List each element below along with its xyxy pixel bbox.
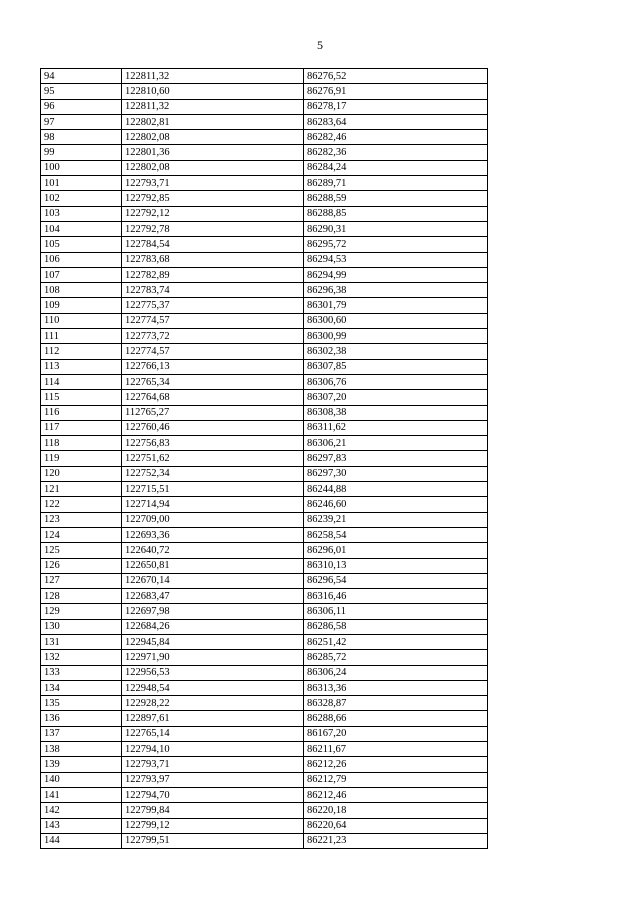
table-row <box>41 619 488 634</box>
x-coordinate-cell: 122640,72 <box>122 543 304 558</box>
y-coordinate-cell: 86246,60 <box>304 497 488 512</box>
y-coordinate-cell: 86289,71 <box>304 176 488 191</box>
y-coordinate-cell: 86316,46 <box>304 589 488 604</box>
table-row <box>41 160 488 175</box>
y-coordinate-cell: 86244,88 <box>304 482 488 497</box>
y-coordinate-cell: 86288,59 <box>304 191 488 206</box>
table-row <box>41 420 488 435</box>
x-coordinate-cell: 122802,08 <box>122 130 304 145</box>
x-coordinate-cell: 112765,27 <box>122 405 304 420</box>
x-coordinate-cell: 122714,94 <box>122 497 304 512</box>
point-number-cell: 102 <box>41 191 122 206</box>
point-number-cell: 97 <box>41 114 122 129</box>
y-coordinate-cell: 86211,67 <box>304 742 488 757</box>
table-row <box>41 99 488 114</box>
table-row <box>41 573 488 588</box>
table-row <box>41 711 488 726</box>
table-row <box>41 84 488 99</box>
y-coordinate-cell: 86282,36 <box>304 145 488 160</box>
table-row <box>41 772 488 787</box>
point-number-cell: 117 <box>41 420 122 435</box>
point-number-cell: 109 <box>41 298 122 313</box>
x-coordinate-cell: 122793,71 <box>122 757 304 772</box>
point-number-cell: 144 <box>41 833 122 848</box>
table-row <box>41 833 488 848</box>
point-number-cell: 99 <box>41 145 122 160</box>
x-coordinate-cell: 122794,10 <box>122 742 304 757</box>
table-row <box>41 589 488 604</box>
x-coordinate-cell: 122752,34 <box>122 466 304 481</box>
table-row <box>41 558 488 573</box>
x-coordinate-cell: 122971,90 <box>122 650 304 665</box>
point-number-cell: 118 <box>41 436 122 451</box>
point-number-cell: 128 <box>41 589 122 604</box>
y-coordinate-cell: 86296,54 <box>304 573 488 588</box>
table-row <box>41 221 488 236</box>
table-row <box>41 466 488 481</box>
point-number-cell: 112 <box>41 344 122 359</box>
y-coordinate-cell: 86290,31 <box>304 221 488 236</box>
x-coordinate-cell: 122783,74 <box>122 283 304 298</box>
point-number-cell: 96 <box>41 99 122 114</box>
x-coordinate-cell: 122784,54 <box>122 237 304 252</box>
y-coordinate-cell: 86286,58 <box>304 619 488 634</box>
y-coordinate-cell: 86307,85 <box>304 359 488 374</box>
point-number-cell: 134 <box>41 680 122 695</box>
point-number-cell: 115 <box>41 390 122 405</box>
table-row <box>41 436 488 451</box>
y-coordinate-cell: 86297,83 <box>304 451 488 466</box>
table-row <box>41 359 488 374</box>
y-coordinate-cell: 86306,76 <box>304 374 488 389</box>
y-coordinate-cell: 86251,42 <box>304 634 488 649</box>
table-row <box>41 451 488 466</box>
y-coordinate-cell: 86311,62 <box>304 420 488 435</box>
table-row <box>41 283 488 298</box>
x-coordinate-cell: 122782,89 <box>122 267 304 282</box>
page-number: 5 <box>317 38 323 52</box>
y-coordinate-cell: 86301,79 <box>304 298 488 313</box>
y-coordinate-cell: 86296,38 <box>304 283 488 298</box>
table-row <box>41 680 488 695</box>
y-coordinate-cell: 86285,72 <box>304 650 488 665</box>
point-number-cell: 98 <box>41 130 122 145</box>
y-coordinate-cell: 86294,99 <box>304 267 488 282</box>
x-coordinate-cell: 122715,51 <box>122 482 304 497</box>
point-number-cell: 129 <box>41 604 122 619</box>
x-coordinate-cell: 122774,57 <box>122 344 304 359</box>
x-coordinate-cell: 122783,68 <box>122 252 304 267</box>
point-number-cell: 108 <box>41 283 122 298</box>
x-coordinate-cell: 122766,13 <box>122 359 304 374</box>
point-number-cell: 116 <box>41 405 122 420</box>
y-coordinate-cell: 86288,66 <box>304 711 488 726</box>
table-row <box>41 742 488 757</box>
y-coordinate-cell: 86258,54 <box>304 527 488 542</box>
y-coordinate-cell: 86306,24 <box>304 665 488 680</box>
table-row <box>41 803 488 818</box>
point-number-cell: 119 <box>41 451 122 466</box>
table-row <box>41 191 488 206</box>
table-row <box>41 237 488 252</box>
x-coordinate-cell: 122751,62 <box>122 451 304 466</box>
y-coordinate-cell: 86306,11 <box>304 604 488 619</box>
point-number-cell: 95 <box>41 84 122 99</box>
x-coordinate-cell: 122709,00 <box>122 512 304 527</box>
point-number-cell: 111 <box>41 329 122 344</box>
point-number-cell: 113 <box>41 359 122 374</box>
x-coordinate-cell: 122760,46 <box>122 420 304 435</box>
table-row <box>41 604 488 619</box>
point-number-cell: 137 <box>41 726 122 741</box>
y-coordinate-cell: 86284,24 <box>304 160 488 175</box>
point-number-cell: 127 <box>41 573 122 588</box>
y-coordinate-cell: 86310,13 <box>304 558 488 573</box>
x-coordinate-cell: 122650,81 <box>122 558 304 573</box>
table-row <box>41 374 488 389</box>
point-number-cell: 101 <box>41 176 122 191</box>
coordinates-table-body <box>41 69 488 849</box>
point-number-cell: 133 <box>41 665 122 680</box>
point-number-cell: 142 <box>41 803 122 818</box>
y-coordinate-cell: 86294,53 <box>304 252 488 267</box>
y-coordinate-cell: 86167,20 <box>304 726 488 741</box>
table-row <box>41 390 488 405</box>
table-row <box>41 665 488 680</box>
x-coordinate-cell: 122775,37 <box>122 298 304 313</box>
point-number-cell: 130 <box>41 619 122 634</box>
table-row <box>41 543 488 558</box>
y-coordinate-cell: 86220,18 <box>304 803 488 818</box>
table-row <box>41 130 488 145</box>
y-coordinate-cell: 86306,21 <box>304 436 488 451</box>
point-number-cell: 143 <box>41 818 122 833</box>
table-row <box>41 176 488 191</box>
point-number-cell: 103 <box>41 206 122 221</box>
y-coordinate-cell: 86276,52 <box>304 69 488 84</box>
x-coordinate-cell: 122765,34 <box>122 374 304 389</box>
table-row <box>41 650 488 665</box>
point-number-cell: 136 <box>41 711 122 726</box>
point-number-cell: 135 <box>41 696 122 711</box>
y-coordinate-cell: 86212,46 <box>304 787 488 802</box>
table-row <box>41 497 488 512</box>
table-row <box>41 313 488 328</box>
point-number-cell: 126 <box>41 558 122 573</box>
point-number-cell: 122 <box>41 497 122 512</box>
table-row <box>41 344 488 359</box>
x-coordinate-cell: 122697,98 <box>122 604 304 619</box>
table-row <box>41 69 488 84</box>
point-number-cell: 140 <box>41 772 122 787</box>
x-coordinate-cell: 122792,85 <box>122 191 304 206</box>
x-coordinate-cell: 122774,57 <box>122 313 304 328</box>
x-coordinate-cell: 122683,47 <box>122 589 304 604</box>
y-coordinate-cell: 86288,85 <box>304 206 488 221</box>
table-row <box>41 145 488 160</box>
point-number-cell: 106 <box>41 252 122 267</box>
y-coordinate-cell: 86302,38 <box>304 344 488 359</box>
point-number-cell: 121 <box>41 482 122 497</box>
point-number-cell: 94 <box>41 69 122 84</box>
x-coordinate-cell: 122684,26 <box>122 619 304 634</box>
y-coordinate-cell: 86300,60 <box>304 313 488 328</box>
y-coordinate-cell: 86283,64 <box>304 114 488 129</box>
x-coordinate-cell: 122945,84 <box>122 634 304 649</box>
point-number-cell: 105 <box>41 237 122 252</box>
point-number-cell: 114 <box>41 374 122 389</box>
table-row <box>41 696 488 711</box>
x-coordinate-cell: 122756,83 <box>122 436 304 451</box>
x-coordinate-cell: 122794,70 <box>122 787 304 802</box>
x-coordinate-cell: 122799,51 <box>122 833 304 848</box>
y-coordinate-cell: 86307,20 <box>304 390 488 405</box>
y-coordinate-cell: 86239,21 <box>304 512 488 527</box>
x-coordinate-cell: 122693,36 <box>122 527 304 542</box>
y-coordinate-cell: 86220,64 <box>304 818 488 833</box>
y-coordinate-cell: 86313,36 <box>304 680 488 695</box>
table-row <box>41 787 488 802</box>
x-coordinate-cell: 122802,81 <box>122 114 304 129</box>
x-coordinate-cell: 122799,12 <box>122 818 304 833</box>
y-coordinate-cell: 86296,01 <box>304 543 488 558</box>
y-coordinate-cell: 86295,72 <box>304 237 488 252</box>
table-row <box>41 527 488 542</box>
y-coordinate-cell: 86276,91 <box>304 84 488 99</box>
x-coordinate-cell: 122811,32 <box>122 69 304 84</box>
table-row <box>41 114 488 129</box>
x-coordinate-cell: 122897,61 <box>122 711 304 726</box>
y-coordinate-cell: 86300,99 <box>304 329 488 344</box>
point-number-cell: 132 <box>41 650 122 665</box>
x-coordinate-cell: 122793,97 <box>122 772 304 787</box>
y-coordinate-cell: 86212,79 <box>304 772 488 787</box>
x-coordinate-cell: 122928,22 <box>122 696 304 711</box>
x-coordinate-cell: 122793,71 <box>122 176 304 191</box>
y-coordinate-cell: 86328,87 <box>304 696 488 711</box>
table-row <box>41 512 488 527</box>
x-coordinate-cell: 122956,53 <box>122 665 304 680</box>
point-number-cell: 110 <box>41 313 122 328</box>
y-coordinate-cell: 86212,26 <box>304 757 488 772</box>
x-coordinate-cell: 122764,68 <box>122 390 304 405</box>
table-row <box>41 405 488 420</box>
y-coordinate-cell: 86308,38 <box>304 405 488 420</box>
x-coordinate-cell: 122810,60 <box>122 84 304 99</box>
table-row <box>41 252 488 267</box>
table-row <box>41 267 488 282</box>
table-row <box>41 298 488 313</box>
point-number-cell: 120 <box>41 466 122 481</box>
table-row <box>41 329 488 344</box>
table-row <box>41 206 488 221</box>
table-row <box>41 818 488 833</box>
point-number-cell: 131 <box>41 634 122 649</box>
x-coordinate-cell: 122801,36 <box>122 145 304 160</box>
x-coordinate-cell: 122773,72 <box>122 329 304 344</box>
x-coordinate-cell: 122670,14 <box>122 573 304 588</box>
table-row <box>41 482 488 497</box>
table-row <box>41 726 488 741</box>
x-coordinate-cell: 122765,14 <box>122 726 304 741</box>
point-number-cell: 100 <box>41 160 122 175</box>
x-coordinate-cell: 122802,08 <box>122 160 304 175</box>
x-coordinate-cell: 122799,84 <box>122 803 304 818</box>
point-number-cell: 138 <box>41 742 122 757</box>
y-coordinate-cell: 86282,46 <box>304 130 488 145</box>
table-row <box>41 757 488 772</box>
x-coordinate-cell: 122792,12 <box>122 206 304 221</box>
coordinates-table <box>40 68 488 849</box>
point-number-cell: 125 <box>41 543 122 558</box>
x-coordinate-cell: 122792,78 <box>122 221 304 236</box>
y-coordinate-cell: 86278,17 <box>304 99 488 114</box>
point-number-cell: 104 <box>41 221 122 236</box>
y-coordinate-cell: 86297,30 <box>304 466 488 481</box>
x-coordinate-cell: 122948,54 <box>122 680 304 695</box>
y-coordinate-cell: 86221,23 <box>304 833 488 848</box>
table-row <box>41 634 488 649</box>
point-number-cell: 123 <box>41 512 122 527</box>
point-number-cell: 139 <box>41 757 122 772</box>
x-coordinate-cell: 122811,32 <box>122 99 304 114</box>
point-number-cell: 141 <box>41 787 122 802</box>
point-number-cell: 107 <box>41 267 122 282</box>
point-number-cell: 124 <box>41 527 122 542</box>
